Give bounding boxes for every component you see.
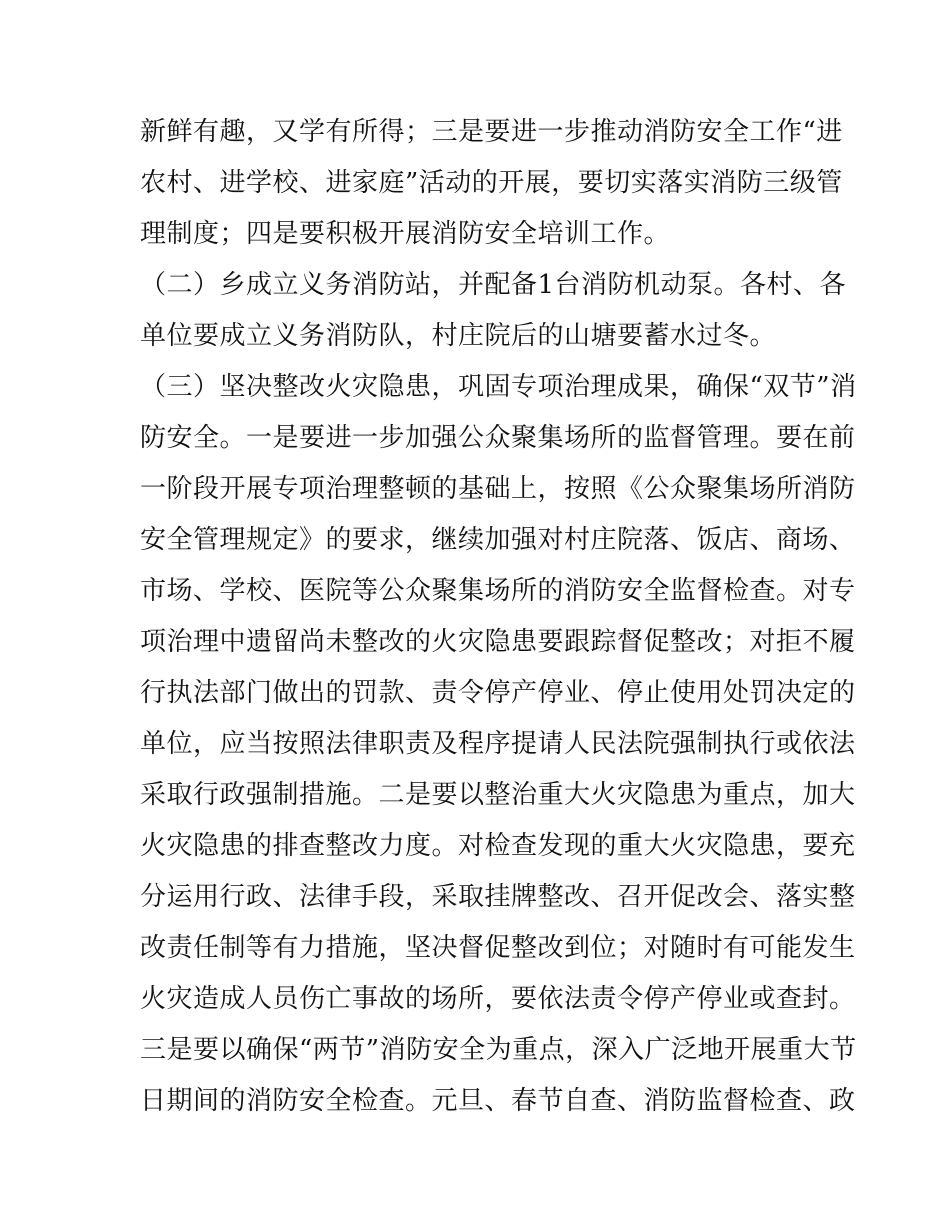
text-line-1: 新鲜有趣，又学有所得；三是要进一步推动消防安全工作“进 [140, 117, 843, 147]
text-line-20: 日期间的消防安全检查。元旦、春节自查、消防监督检查、政 [140, 1086, 856, 1116]
text-line-11: 项治理中遗留尚未整改的火灾隐患要跟踪督促整改；对拒不履 [140, 627, 856, 657]
text-line-8: 一阶段开展专项治理整顿的基础上，按照《公众聚集场所消防 [140, 474, 856, 504]
text-line-19: 三是要以确保“两节”消防安全为重点，深入广泛地开展重大节 [140, 1035, 857, 1065]
text-line-5: 单位要成立义务消防队，村庄院后的山塘要蓄水过冬。 [140, 321, 777, 351]
text-line-2: 农村、进学校、进家庭”活动的开展，要切实落实消防三级管 [140, 168, 843, 198]
text-line-3: 理制度；四是要积极开展消防安全培训工作。 [140, 219, 671, 249]
text-line-4: （二）乡成立义务消防站，并配备1台消防机动泵。各村、各 [140, 270, 847, 300]
body-text [140, 107, 857, 1127]
text-line-7: 防安全。一是要进一步加强公众聚集场所的监督管理。要在前 [140, 423, 856, 453]
text-line-6: （三）坚决整改火灾隐患，巩固专项治理成果，确保“双节”消 [140, 372, 857, 402]
text-line-17: 改责任制等有力措施，坚决督促整改到位；对随时有可能发生 [140, 933, 856, 963]
text-line-14: 采取行政强制措施。二是要以整治重大火灾隐患为重点，加大 [140, 780, 856, 810]
text-line-12: 行执法部门做出的罚款、责令停产停业、停止使用处罚决定的 [140, 678, 856, 708]
text-line-15: 火灾隐患的排查整改力度。对检查发现的重大火灾隐患，要充 [140, 831, 856, 861]
text-line-18: 火灾造成人员伤亡事故的场所，要依法责令停产停业或查封。 [140, 984, 856, 1014]
text-line-16: 分运用行政、法律手段，采取挂牌整改、召开促改会、落实整 [140, 882, 856, 912]
text-line-10: 市场、学校、医院等公众聚集场所的消防安全监督检查。对专 [140, 576, 856, 606]
text-line-13: 单位，应当按照法律职责及程序提请人民法院强制执行或依法 [140, 729, 856, 759]
text-line-9: 安全管理规定》的要求，继续加强对村庄院落、饭店、商场、 [140, 525, 856, 555]
